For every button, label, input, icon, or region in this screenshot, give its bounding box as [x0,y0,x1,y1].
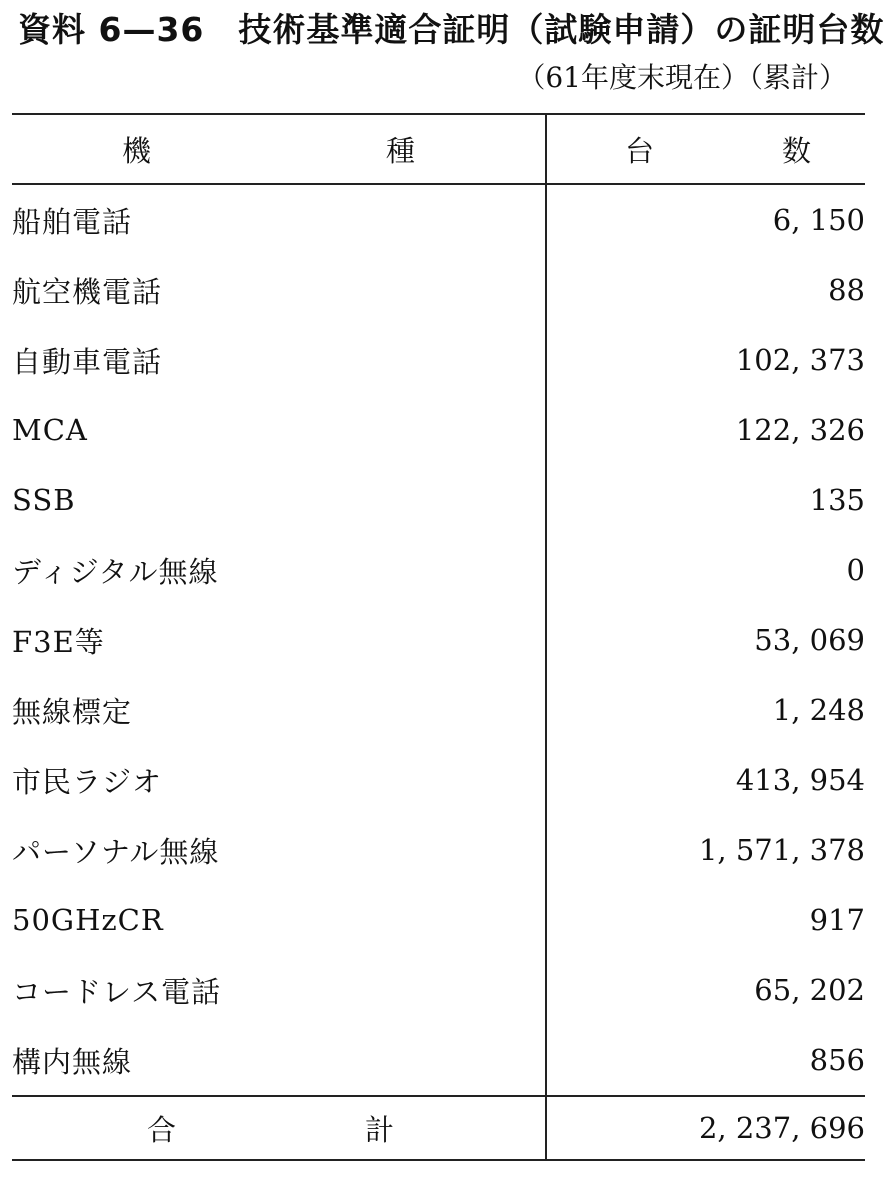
header-count-char-1: 台 [625,133,655,168]
table-row [12,745,865,815]
table-row [12,955,865,1025]
row-count: 856 [809,1043,865,1077]
table-row [12,395,865,465]
table-row [12,184,865,255]
row-kind: SSB [12,465,546,535]
row-count: 917 [809,903,865,937]
total-label [12,1096,546,1160]
certification-count-table [12,113,865,1161]
table-row [12,325,865,395]
row-count: 6, 150 [772,203,865,237]
table-row [12,1025,865,1096]
header-kind-char-1: 機 [122,133,152,168]
row-kind: パーソナル無線 [12,815,546,885]
row-count: 413, 954 [735,763,865,797]
header-kind-char-2: 種 [385,133,415,168]
header-count-char-2: 数 [781,133,811,168]
row-kind: 市民ラジオ [12,745,546,815]
row-kind: コードレス電話 [12,955,546,1025]
document-title: 資料 6—36 技術基準適合証明（試験申請）の証明台数 [18,10,885,49]
row-kind: 無線標定 [12,675,546,745]
total-label-char-1: 合 [147,1112,178,1147]
total-count: 2, 237, 696 [546,1096,865,1160]
table-row [12,605,865,675]
row-kind: 構内無線 [12,1025,546,1096]
row-kind: ディジタル無線 [12,535,546,605]
row-count: 1, 571, 378 [698,833,865,867]
document-subtitle: （61年度末現在）（累計） [517,61,847,94]
table-row [12,675,865,745]
table-row [12,255,865,325]
row-kind: F3E等 [12,605,546,675]
row-count: 65, 202 [754,973,865,1007]
table-row [12,885,865,955]
total-label-char-2: 計 [364,1112,395,1147]
header-count [546,114,865,184]
table-row [12,465,865,535]
total-row [12,1096,865,1160]
row-kind: MCA [12,395,546,465]
header-kind [12,114,546,184]
table-row [12,815,865,885]
row-count: 0 [846,553,865,587]
row-kind: 航空機電話 [12,255,546,325]
row-count: 102, 373 [735,343,865,377]
table-header-row [12,114,865,184]
row-count: 53, 069 [754,623,865,657]
row-kind: 船舶電話 [12,184,546,255]
row-count: 1, 248 [772,693,865,727]
table-row [12,535,865,605]
row-count: 135 [809,483,865,517]
row-count: 88 [828,273,865,307]
row-kind: 50GHzCR [12,885,546,955]
row-kind: 自動車電話 [12,325,546,395]
row-count: 122, 326 [735,413,865,447]
